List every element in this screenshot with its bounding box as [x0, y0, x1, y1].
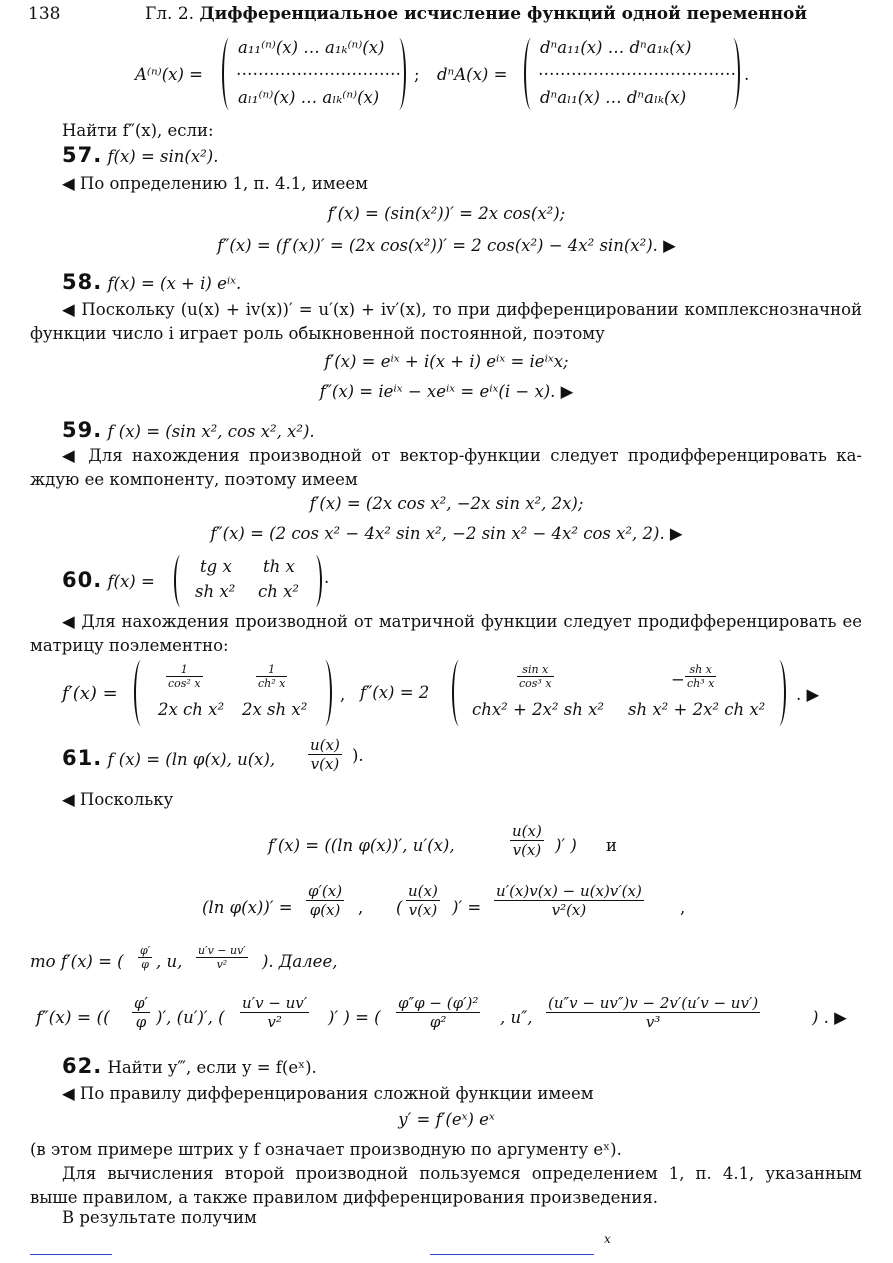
- equation-part: , u,: [156, 952, 183, 971]
- matrix-lhs: f(x) =: [107, 572, 155, 591]
- problem-statement: Найти y‴, если y = f(eˣ).: [107, 1058, 317, 1077]
- equation-part: f′(x) = ((ln φ(x))′, u′(x),: [268, 836, 455, 855]
- matrix-dots: …………………………: [236, 60, 401, 79]
- problem-number: 58.: [62, 270, 103, 294]
- fraction: $\frac{\text{φ″φ − (φ′)²}}{\text{φ²}}$: [398, 994, 479, 1031]
- problem-number: 59.: [62, 418, 103, 442]
- solution-intro: ◀ По определению 1, п. 4.1, имеем: [62, 174, 368, 193]
- problem-number: 61.: [62, 746, 103, 770]
- diff-row-2: dⁿaₗ₁(x) … dⁿaₗₖ(x): [540, 88, 687, 107]
- equation-part: ). Далее,: [262, 952, 338, 971]
- equation-part: )′ =: [452, 898, 482, 917]
- solution-text: ◀ Для нахождения производной от вектор-функции следует продифференцировать каждую ее компоненту, поэтому имеем: [30, 446, 862, 489]
- matrix-cell: ch x²: [258, 582, 300, 601]
- equation: y′ = f′(eˣ) eˣ: [398, 1110, 495, 1129]
- statement-end: ).: [352, 746, 364, 765]
- matrix-end: .: [744, 65, 750, 84]
- fraction: $\frac{u'v - uv'}{\text{v²}}$: [242, 994, 308, 1031]
- chapter-title: Дифференциальное исчисление функций одной переменной: [199, 4, 808, 24]
- paren-right: [320, 660, 332, 726]
- fraction: $\frac{u(x)}{v(x)}$: [310, 736, 340, 773]
- chapter-label: Гл. 2.: [145, 4, 195, 24]
- matrix-lhs: A⁽ⁿ⁾(x) =: [135, 65, 203, 84]
- solution-intro: ◀ По правилу дифференцирования сложной функции имеем: [62, 1084, 594, 1103]
- footer-rule: [30, 1254, 112, 1255]
- equation: f″(x) = (2 cos x² − 4x² sin x², −2 sin x² − 4x² cos x², 2). ▶: [210, 524, 683, 543]
- equation: f″(x) = ieⁱˣ − xeⁱˣ = eⁱˣ(i − x). ▶: [319, 382, 574, 401]
- fraction: $\frac{u(x)}{v(x)}$: [408, 882, 438, 919]
- problem-statement: f (x) = (sin x², cos x², x²).: [107, 422, 315, 441]
- separator: ,: [680, 898, 686, 917]
- matrix-cell: 2x ch x²: [158, 700, 225, 719]
- paren-right: [394, 38, 406, 110]
- book-page: 138 Гл. 2. Дифференциальное исчисление функций одной переменной A⁽ⁿ⁾(x) = a₁₁⁽ⁿ⁾(x) … a₁ₖ⁽ⁿ⁾(x) ………………………… aₗ₁⁽ⁿ⁾(x) … aₗₖ⁽ⁿ⁾(x) ; dⁿA(x) = dⁿa₁₁(x) … dⁿa₁ₖ(x) ……………………………… dⁿaₗ₁(x) … dⁿaₗₖ(x) . Найти f″(x), если: 57. f(x) = sin(x²). ◀ По определению 1, п. 4.1, имеем f′(x) = (sin(x²))′ = 2x cos(x²); f″(x) = (f′(x))′ = (2x cos(x²))′ = 2 cos(x²) − 4x² sin(x²). ▶ 58. f(x) = (x + i) eⁱˣ. ◀ Поскольку (u(x) + iv(x))′ = u′(x) + iv′(x), то при дифференцировании комплекснозначной функции число i играет роль обыкновенной постоянной, поэтому f′(x) = eⁱˣ + i(x + i) eⁱˣ = ieⁱˣx; f″(x) = ieⁱˣ − xeⁱˣ = eⁱˣ(i − x). ▶ 59. f (x) = (sin x², cos x², x²). ◀ Для нахождения производной от вектор-функции следует продифференцировать каждую ее компоненту, поэтому имеем f′(x) = (2x cos x², −2x sin x², 2x); f″(x) = (2 cos x² − 4x² sin x², −2 sin x² − 4x² cos x², 2). ▶ 60. f(x) = tg x th x sh x² ch x² . ◀ Для нахождения производной от матричной функции следует продифференцировать ее матрицу поэлементно: f′(x) = $\frac{1}{\text{cos² x}}$ $\frac{1}{\text{ch² x}}$ 2x ch x² 2x sh x² , f″(x) = 2 $\frac{\text{sin x}}{\text{cos³ x}}$ − $\frac{\text{sh x}}{\text{ch³ x}}$ chx² + 2x² sh x² sh x² + 2x² ch x² . ▶ 61. f (x) = (ln φ(x), u(x), $\frac{u(x)}{v(x)}$ ). ◀ Поскольку f′(x) = ((ln φ(x))′, u′(x), $\frac{u(x)}{v(x)}$ )′ ) и (ln φ(x))′ = $\frac{\varphi'(x)}{\varphi(x)}$ , ( $\frac{u(x)}{v(x)}$ )′ = $\frac{u'(x)v(x) - u(x)v'(x)}{\text{v²(x)}}$ , то f′(x) = ( $\frac{\varphi'}{\varphi}$ , u, $\frac{u'v - uv'}{\text{v²}}$ ). Далее, f″(x) = (( $\frac{\varphi'}{\varphi}$ )′, (u′)′, ( $\frac{u'v - uv'}{\text{v²}}$ )′ ) = ( $\frac{\text{φ″φ − (φ′)²}}{\text{φ²}}$ , u″, $\frac{(u''v - uv'')v - 2v'(u'v - uv')}{\text{v³}}$ ) . ▶ 62. Найти y‴, если y = f(eˣ). ◀ По правилу дифференцирования сложной функции имеем y′ = f′(eˣ) eˣ (в этом примере штрих у f означает производную по аргументу eˣ). Для вычисления второй производной пользуемся определением 1, п. 4.1, указанным выше правилом, а также правилом дифференцирования произведения. В результате получим x: [0, 0, 893, 1263]
- paren-left: [174, 555, 185, 607]
- equation-part: )′, (u′)′, (: [156, 1008, 225, 1027]
- end-mark: . ▶: [796, 685, 820, 704]
- equation-part: , u″,: [500, 1008, 533, 1027]
- paren-left: [452, 660, 464, 726]
- equation-part: то f′(x) = (: [30, 952, 124, 971]
- note: (в этом примере штрих у f означает производную по аргументу eˣ).: [30, 1140, 622, 1159]
- matrix-cell: 2x sh x²: [242, 700, 308, 719]
- fraction: $\frac{\text{sin x}}{\text{cos³ x}}$: [519, 663, 552, 690]
- diff-row-1: dⁿa₁₁(x) … dⁿa₁ₖ(x): [540, 38, 692, 57]
- derivative-lhs: f″(x) = 2: [360, 683, 430, 702]
- fraction: $\frac{\varphi'(x)}{\varphi(x)}$: [308, 882, 343, 919]
- equation-part: (ln φ(x))′ =: [202, 898, 293, 917]
- matrix-row-1: a₁₁⁽ⁿ⁾(x) … a₁ₖ⁽ⁿ⁾(x): [238, 38, 385, 57]
- page-number: 138: [28, 4, 61, 24]
- matrix-cell: chx² + 2x² sh x²: [472, 700, 605, 719]
- fraction: $\frac{\text{sh x}}{\text{ch³ x}}$: [687, 663, 715, 690]
- paragraph: В результате получим: [62, 1208, 257, 1227]
- problem-number: 57.: [62, 143, 103, 167]
- equation: f″(x) = (f′(x))′ = (2x cos(x²))′ = 2 cos(x²) − 4x² sin(x²). ▶: [217, 236, 676, 255]
- paren-left: [134, 660, 146, 726]
- fraction: $\frac{u'v - uv'}{\text{v²}}$: [198, 944, 246, 971]
- differential-lhs: dⁿA(x) =: [437, 65, 508, 84]
- fraction: $\frac{1}{\text{cos² x}}$: [168, 663, 201, 690]
- task-intro: Найти f″(x), если:: [62, 121, 214, 140]
- conjunction: и: [606, 836, 617, 855]
- problem-number: 60.: [62, 568, 103, 592]
- equation: f′(x) = eⁱˣ + i(x + i) eⁱˣ = ieⁱˣx;: [324, 352, 569, 371]
- cut-formula-fragment: x: [604, 1232, 611, 1246]
- fraction: $\frac{\varphi'}{\varphi}$: [140, 944, 151, 971]
- equation: f′(x) = (2x cos x², −2x sin x², 2x);: [309, 494, 584, 513]
- paren-right: [774, 660, 786, 726]
- matrix-end: .: [324, 568, 330, 587]
- equation-part: )′ ) = (: [328, 1008, 381, 1027]
- fraction: $\frac{u(x)}{v(x)}$: [512, 822, 542, 859]
- problem-statement: f(x) = (x + i) eⁱˣ.: [107, 274, 242, 293]
- matrix-cell: tg x: [200, 557, 232, 576]
- fraction: $\frac{1}{\text{ch² x}}$: [258, 663, 286, 690]
- matrix-cell: sh x²: [195, 582, 236, 601]
- fraction: $\frac{\varphi'}{\varphi}$: [134, 994, 148, 1031]
- matrix-cell: sh x² + 2x² ch x²: [628, 700, 766, 719]
- end-mark: ) . ▶: [812, 1008, 847, 1027]
- fraction: $\frac{(u''v - uv'')v - 2v'(u'v - uv')}{\text{v³}}$: [548, 994, 759, 1031]
- solution-intro: ◀ Поскольку: [62, 790, 174, 809]
- paragraph: Для вычисления второй производной пользуемся определением 1, п. 4.1, указанным выше правилом, а также правилом дифференцирования произведения.: [30, 1164, 862, 1207]
- paren-right: [311, 555, 322, 607]
- diff-dots: ………………………………: [538, 60, 736, 79]
- separator: ,: [340, 685, 346, 704]
- paren-left: [222, 38, 234, 110]
- paren-left: [524, 38, 536, 110]
- matrix-sep: ;: [414, 65, 420, 84]
- equation: f′(x) = (sin(x²))′ = 2x cos(x²);: [327, 204, 566, 223]
- solution-text: ◀ Для нахождения производной от матричной функции следует продифференцировать ее матрицу поэлементно:: [30, 612, 862, 655]
- matrix-row-2: aₗ₁⁽ⁿ⁾(x) … aₗₖ⁽ⁿ⁾(x): [238, 88, 380, 107]
- problem-statement: f(x) = sin(x²).: [107, 147, 219, 166]
- separator: ,: [358, 898, 364, 917]
- footer-rule: [430, 1254, 594, 1255]
- fraction: $\frac{u'(x)v(x) - u(x)v'(x)}{\text{v²(x)}}$: [496, 882, 642, 919]
- equation-part: f″(x) = ((: [36, 1008, 110, 1028]
- equation-part: )′ ): [555, 836, 577, 855]
- derivative-lhs: f′(x) =: [62, 683, 118, 704]
- matrix-cell: th x: [263, 557, 295, 576]
- solution-text: ◀ Поскольку (u(x) + iv(x))′ = u′(x) + iv′(x), то при дифференцировании комплекснозначной функции число i играет роль обыкновенной постоянной, поэтому: [30, 300, 862, 343]
- running-header: [145, 4, 807, 24]
- minus-sign: −: [671, 670, 685, 689]
- paren-right: [728, 38, 740, 110]
- problem-number: 62.: [62, 1054, 103, 1078]
- problem-statement: f (x) = (ln φ(x), u(x),: [107, 750, 276, 769]
